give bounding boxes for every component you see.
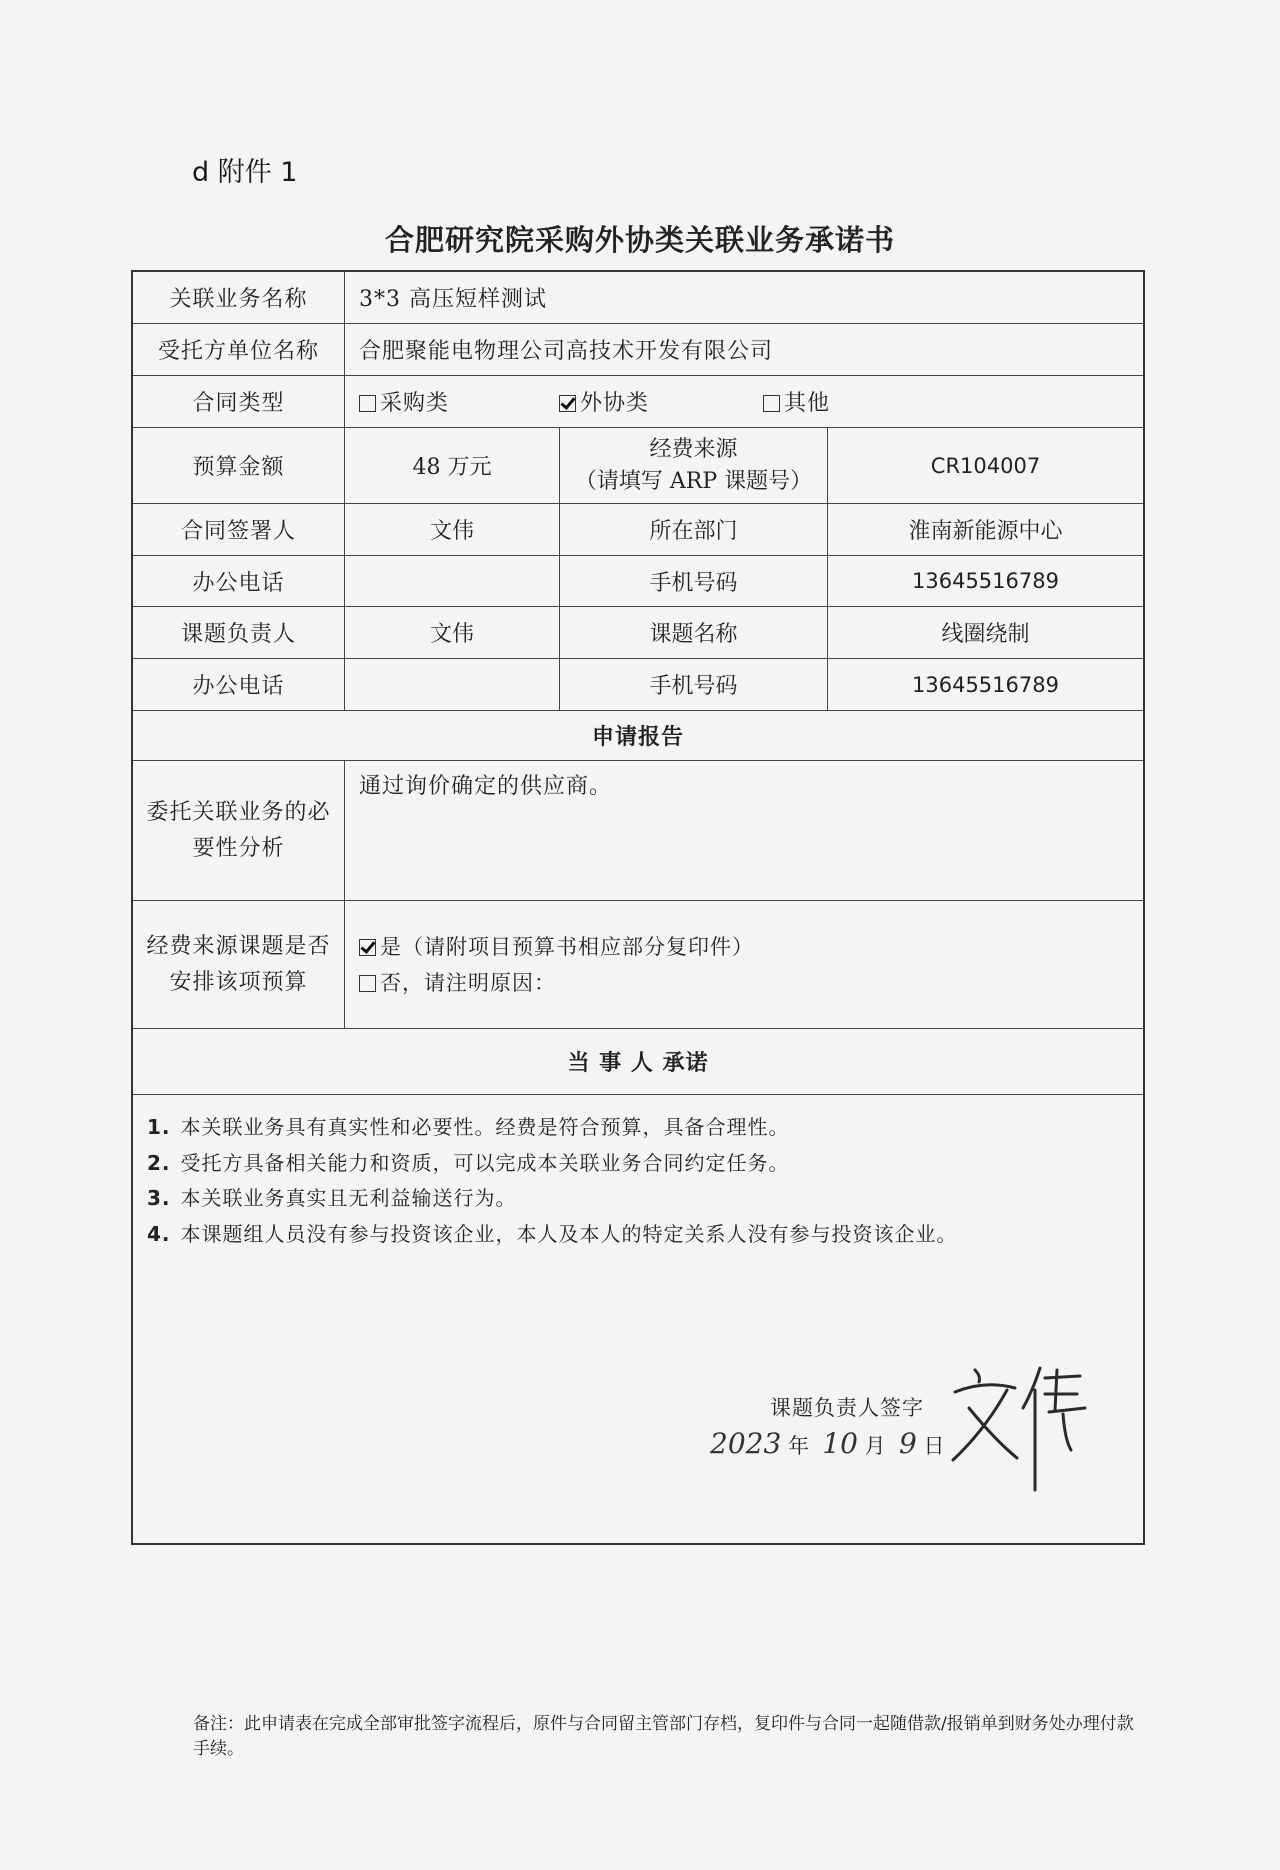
row-commitment-head — [133, 1029, 1143, 1095]
budget-arranged-options — [344, 901, 1143, 1028]
dept-value[interactable]: 淮南新能源中心 — [827, 504, 1143, 555]
signer-label: 合同签署人 — [180, 519, 296, 544]
date-day: 9 — [899, 1427, 917, 1460]
business-name-value[interactable]: 3*3 高压短样测试 — [344, 272, 1143, 323]
budget-arranged-label: 经费来源课题是否 安排该项预算 — [146, 933, 331, 995]
row-business-name — [133, 272, 1143, 324]
purchase-checkbox[interactable] — [359, 395, 376, 412]
fund-source-value[interactable]: CR104007 — [827, 428, 1143, 503]
attachment-label: d 附件 1 — [192, 157, 298, 188]
commitment-item: 2. 受托方具备相关能力和资质，可以完成本关联业务合同约定任务。 — [147, 1150, 790, 1175]
project-lead-label: 课题负责人 — [180, 622, 296, 647]
project-name-label: 课题名称 — [559, 607, 827, 658]
dept-label: 所在部门 — [559, 504, 827, 555]
commitment-section-title: 当 事 人 承诺 — [567, 1051, 709, 1076]
signer-mobile-value[interactable]: 13645516789 — [827, 556, 1143, 606]
report-section-title: 申请报告 — [591, 725, 684, 750]
necessity-label: 委托关联业务的必 要性分析 — [146, 799, 331, 861]
contract-option-outsource[interactable]: 外协类 — [559, 386, 649, 417]
entrusted-party-value[interactable]: 合肥聚能电物理公司高技术开发有限公司 — [344, 324, 1143, 375]
other-checkbox[interactable] — [763, 395, 780, 412]
contract-type-options — [344, 376, 1143, 427]
lead-mobile-label: 手机号码 — [559, 659, 827, 710]
row-entrusted-party — [133, 324, 1143, 376]
budget-label: 预算金额 — [192, 455, 285, 480]
lead-mobile-value[interactable]: 13645516789 — [827, 659, 1143, 710]
fund-source-label: 经费来源 （请填写 ARP 课题号） — [559, 428, 827, 503]
contract-type-label: 合同类型 — [192, 391, 285, 416]
signer-office-phone-value[interactable] — [344, 556, 559, 606]
row-report-head — [133, 711, 1143, 761]
project-lead-value[interactable]: 文伟 — [344, 607, 559, 658]
document-title: 合肥研究院采购外协类关联业务承诺书 — [384, 223, 895, 257]
row-signer — [133, 504, 1143, 556]
commitment-list — [147, 1110, 958, 1252]
footnote: 备注：此申请表在完成全部审批签字流程后，原件与合同留主管部门存档，复印件与合同一起随借款/报销单到财务处办理付款手续。 — [193, 1714, 1134, 1759]
business-name-label: 关联业务名称 — [169, 287, 308, 312]
commitment-item: 1. 本关联业务具有真实性和必要性。经费是符合预算，具备合理性。 — [147, 1115, 790, 1139]
project-name-value[interactable]: 线圈绕制 — [827, 607, 1143, 658]
row-lead-phone — [133, 659, 1143, 711]
handwritten-signature — [945, 1350, 1095, 1500]
no-checkbox[interactable] — [359, 975, 376, 992]
budget-arranged-yes[interactable]: 是（请附项目预算书相应部分复印件） — [359, 929, 754, 965]
row-project-lead — [133, 607, 1143, 659]
commitment-item: 4. 本课题组人员没有参与投资该企业，本人及本人的特定关系人没有参与投资该企业。 — [147, 1221, 958, 1246]
row-necessity — [133, 761, 1143, 901]
signer-mobile-label: 手机号码 — [559, 556, 827, 606]
lead-office-phone-label: 办公电话 — [192, 674, 285, 699]
row-budget — [133, 428, 1143, 504]
signer-value[interactable]: 文伟 — [344, 504, 559, 555]
yes-checkbox[interactable] — [359, 939, 376, 956]
necessity-value[interactable]: 通过询价确定的供应商。 — [344, 761, 1143, 900]
outsource-checkbox[interactable] — [559, 395, 576, 412]
row-budget-arranged — [133, 901, 1143, 1029]
commitment-item: 3. 本关联业务真实且无利益输送行为。 — [147, 1186, 517, 1210]
signer-office-phone-label: 办公电话 — [192, 570, 285, 596]
contract-option-purchase[interactable]: 采购类 — [359, 386, 449, 417]
date-month: 10 — [822, 1427, 858, 1460]
entrusted-party-label: 受托方单位名称 — [157, 339, 319, 364]
date-year: 2023 — [710, 1427, 782, 1460]
signature-label: 课题负责人签字 — [770, 1396, 924, 1420]
budget-arranged-no[interactable]: 否，请注明原因： — [359, 965, 556, 1001]
lead-office-phone-value[interactable] — [344, 659, 559, 710]
signature-date: 2023 年 10 月 9 日 — [710, 1427, 945, 1460]
budget-value[interactable]: 48 万元 — [344, 428, 559, 503]
contract-option-other[interactable]: 其他 — [763, 386, 830, 417]
row-signer-phone — [133, 556, 1143, 607]
row-contract-type — [133, 376, 1143, 428]
